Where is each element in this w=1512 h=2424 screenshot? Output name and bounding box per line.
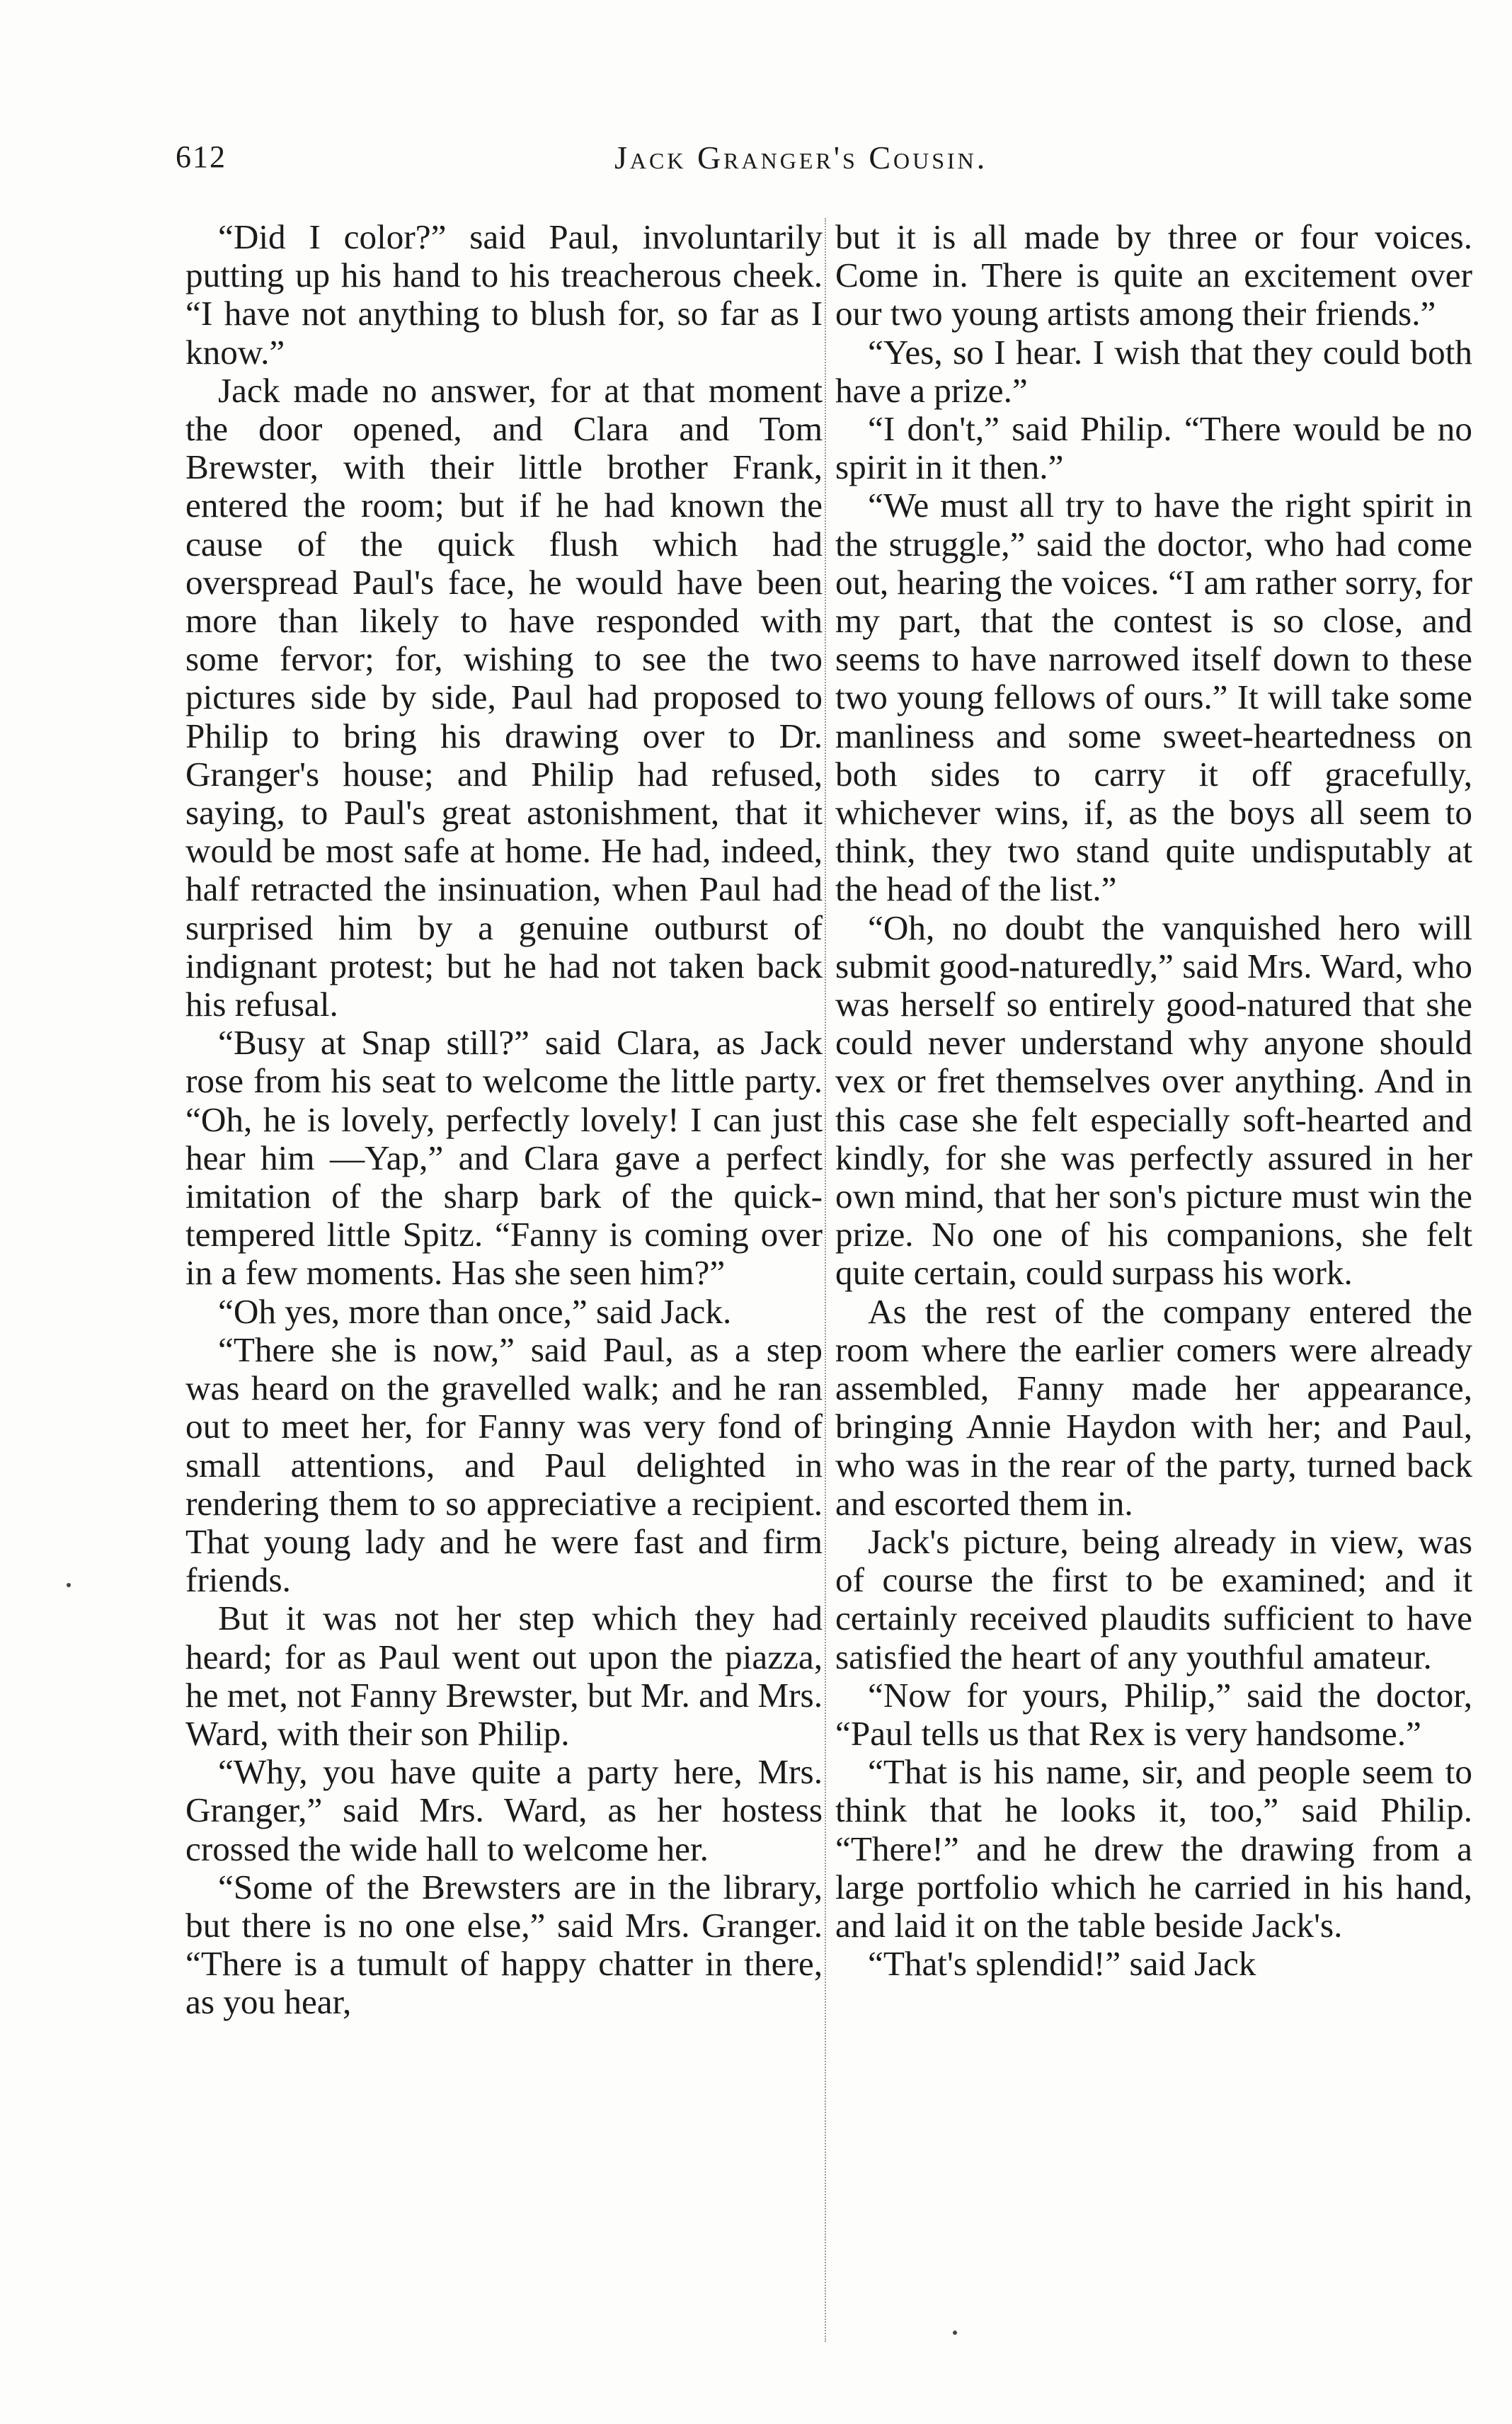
right-column	[835, 218, 1472, 1983]
paragraph: Jack made no answer, for at that moment the door opened, and Clara and Tom Brewster, with their little brother Frank, entered the room; but if he had known the cause of the quick flush which had overspread Paul's face, he would have been more than likely to have responded with some fervor; for, wishing to see the two pictures side by side, Paul had proposed to Philip to bring his drawing over to Dr. Granger's house; and Philip had refused, saying, to Paul's great astonishment, that it would be most safe at home. He had, indeed, half retracted the insinuation, when Paul had surprised him by a genuine outburst of indignant protest; but he had not taken back his refusal.	[185, 370, 823, 1024]
paragraph: “Yes, so I hear. I wish that they could both have a prize.”	[835, 332, 1472, 410]
paragraph: “That is his name, sir, and people seem to think that he looks it, too,” said Philip. “There!” and he drew the drawing from a large portfolio which he carried in his hand, and laid it on the table beside Jack's.	[835, 1752, 1472, 1945]
paragraph: “Oh yes, more than once,” said Jack.	[218, 1291, 732, 1331]
paragraph: “Now for yours, Philip,” said the doctor, “Paul tells us that Rex is very handsome.”	[835, 1675, 1472, 1753]
paragraph: But it was not her step which they had heard; for as Paul went out upon the piazza, he met, not Fanny Brewster, but Mr. and Mrs. Ward, with their son Philip.	[185, 1599, 823, 1753]
running-title: Jack Granger's Cousin.	[614, 139, 988, 176]
paragraph: “Oh, no doubt the vanquished hero will submit good-naturedly,” said Mrs. Ward, who was herself so entirely good-natured that she could never understand why anyone should vex or fret themselves over anything. And in this case she felt especially soft-hearted and kindly, for she was perfectly assured in her own mind, that her son's picture must win the prize. No one of his companions, she felt quite certain, could surpass his work.	[835, 908, 1472, 1293]
ink-speck	[67, 1583, 71, 1587]
paragraph: “There she is now,” said Paul, as a step was heard on the gravelled walk; and he ran out to meet her, for Fanny was very fond of small attentions, and Paul delighted in rendering them to so appreciative a recipient. That young lady and he were fast and firm friends.	[185, 1330, 823, 1600]
left-column	[185, 218, 823, 2022]
paragraph: “Busy at Snap still?” said Clara, as Jack rose from his seat to welcome the little party. “Oh, he is lovely, perfectly lovely! I can just hear him —Yap,” and Clara gave a perfect imitation of the sharp bark of the quick-tempered little Spitz. “Fanny is coming over in a few moments. Has she seen him?”	[185, 1023, 823, 1293]
paragraph: Jack's picture, being already in view, was of course the first to be examined; and it certainly received plaudits sufficient to have satisfied the heart of any youthful amateur.	[835, 1521, 1472, 1676]
paragraph: “Did I color?” said Paul, involuntarily putting up his hand to his treacherous cheek. “I have not anything to blush for, so far as I know.”	[185, 217, 823, 372]
paragraph: “Why, you have quite a party here, Mrs. Granger,” said Mrs. Ward, as her hostess crossed the wide hall to welcome her.	[185, 1752, 823, 1868]
page-header	[176, 139, 1464, 188]
page-number: 612	[176, 139, 227, 174]
column-divider	[825, 218, 826, 2342]
paragraph: As the rest of the company entered the room where the earlier comers were already assembled, Fanny made her appearance, bringing Annie Haydon with her; and Paul, who was in the rear of the party, turned back and escorted them in.	[835, 1291, 1472, 1523]
paragraph: “That's splendid!” said Jack	[868, 1944, 1256, 1984]
paragraph: but it is all made by three or four voices. Come in. There is quite an excitement over our two young artists among their friends.”	[835, 217, 1472, 333]
ink-speck	[953, 2331, 957, 2335]
paragraph: “We must all try to have the right spirit in the struggle,” said the doctor, who had come out, hearing the voices. “I am rather sorry, for my part, that the contest is so close, and seems to have narrowed itself down to these two young fellows of ours.” It will take some manliness and some sweet-heartedness on both sides to carry it off gracefully, whichever wins, if, as the boys all seem to think, they two stand quite undisputably at the head of the list.”	[835, 486, 1472, 909]
paragraph: “I don't,” said Philip. “There would be no spirit in it then.”	[835, 409, 1472, 487]
paragraph: “Some of the Brewsters are in the library, but there is no one else,” said Mrs. Granger. “There is a tumult of happy chatter in there, as you hear,	[185, 1867, 823, 2022]
